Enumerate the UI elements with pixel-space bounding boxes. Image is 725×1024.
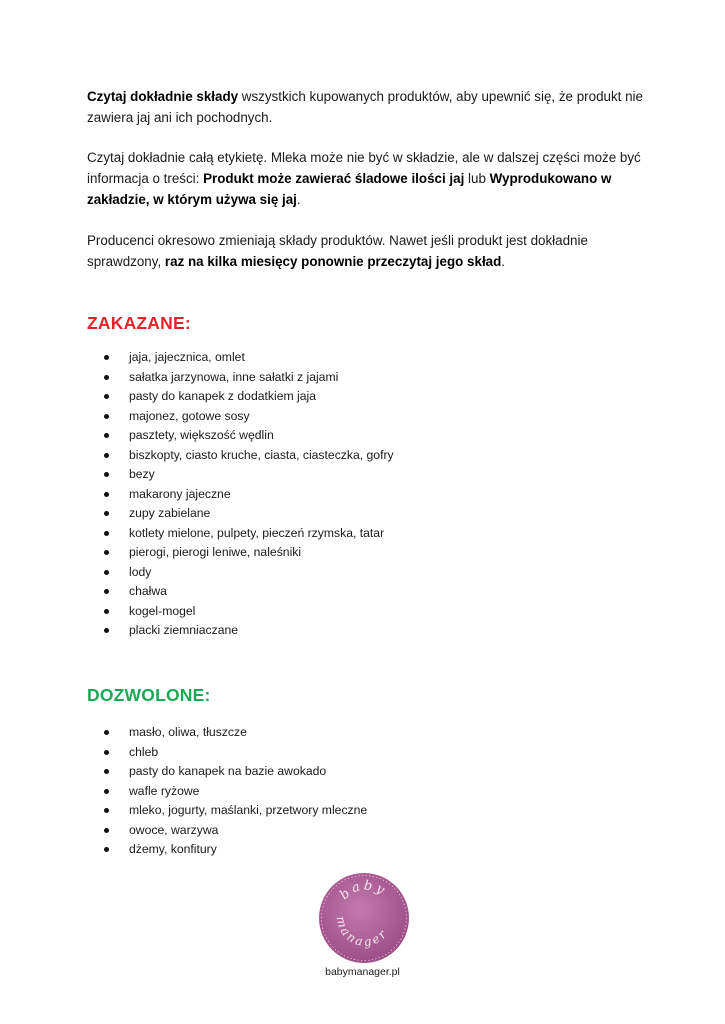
bullet-icon — [104, 847, 109, 852]
bullet-icon — [104, 730, 109, 735]
bullet-icon — [104, 433, 109, 438]
bullet-icon — [104, 531, 109, 536]
bullet-icon — [104, 750, 109, 755]
list-item — [104, 387, 394, 407]
bullet-icon — [104, 789, 109, 794]
bullet-icon — [104, 355, 109, 360]
bullet-icon — [104, 609, 109, 614]
list-item-label: kogel-mogel — [129, 603, 196, 618]
bullet-icon — [104, 511, 109, 516]
list-item — [104, 563, 394, 583]
list-item — [104, 368, 394, 388]
list-item-label: pasty do kanapek z dodatkiem jaja — [129, 389, 316, 403]
bullet-icon — [104, 375, 109, 380]
list-item-label: pasty do kanapek na bazie awokado — [129, 764, 327, 778]
list-item-label: zupy zabielane — [129, 506, 211, 520]
list-item-label: majonez, gotowe sosy — [129, 408, 250, 423]
bullet-icon — [104, 453, 109, 458]
text: wszystkich kupowanych produktów, aby upewnić się, że produkt nie zawiera jaj ani ich pochodnych. — [87, 89, 643, 125]
list-item-label: bezy — [129, 467, 155, 481]
list-item-label: masło, oliwa, tłuszcze — [129, 725, 247, 739]
emphasis: Wyprodukowano w zakładzie, w którym używa się jaj — [87, 171, 612, 207]
bullet-icon — [104, 628, 109, 633]
allowed-list — [104, 723, 367, 860]
list-item-label: sałatka jarzynowa, inne sałatki z jajami — [129, 369, 339, 384]
list-item — [104, 723, 367, 743]
text: . — [296, 192, 301, 207]
intro-paragraph-1 — [87, 86, 647, 128]
list-item — [104, 465, 394, 485]
list-item — [104, 762, 367, 782]
list-item — [104, 504, 394, 524]
list-item-label: chleb — [129, 744, 159, 759]
list-item-label: mleko, jogurty, maślanki, przetwory mleczne — [129, 803, 368, 817]
intro-paragraph-2 — [87, 147, 647, 210]
bullet-icon — [104, 769, 109, 774]
list-item-label: lody — [129, 564, 152, 579]
list-item-label: owoce, warzywa — [129, 822, 219, 837]
list-item — [104, 602, 394, 622]
bullet-icon — [104, 589, 109, 594]
list-item-label: jaja, jajecznica, omlet — [129, 350, 245, 364]
list-item — [104, 621, 394, 641]
text: lub — [464, 171, 490, 186]
logo-text-top: baby — [337, 878, 390, 903]
text: Czytaj dokładnie całą etykietę. Mleka może nie być w składzie, ale w dalszej części może być informacja o treści: — [87, 150, 641, 186]
text: . — [501, 254, 506, 269]
text: Producenci okresowo zmieniają składy produktów. Nawet jeśli produkt jest dokładnie sprawdzony, — [87, 233, 588, 269]
bullet-icon — [104, 808, 109, 813]
list-item — [104, 348, 394, 368]
list-item-label: dżemy, konfitury — [129, 842, 217, 856]
list-item-label: kotlety mielone, pulpety, pieczeń rzymska, tatar — [129, 525, 385, 540]
list-item — [104, 485, 394, 505]
emphasis: Czytaj dokładnie składy — [87, 89, 239, 104]
list-item-label: wafle ryżowe — [129, 783, 200, 798]
bullet-icon — [104, 550, 109, 555]
bullet-icon — [104, 394, 109, 399]
footer-url[interactable]: babymanager.pl — [325, 966, 400, 978]
list-item — [104, 840, 367, 860]
emphasis: raz na kilka miesięcy ponownie przeczytaj jego skład — [164, 254, 502, 269]
list-item — [104, 743, 367, 763]
list-item — [104, 543, 394, 563]
list-item-label: pierogi, pierogi leniwe, naleśniki — [129, 545, 302, 559]
intro-paragraph-3 — [87, 230, 647, 272]
list-item-label: chałwa — [129, 584, 167, 598]
list-item — [104, 446, 394, 466]
list-item — [104, 524, 394, 544]
bullet-icon — [104, 414, 109, 419]
list-item — [104, 782, 367, 802]
bullet-icon — [104, 570, 109, 575]
list-item-label: biszkopty, ciasto kruche, ciasta, ciasteczka, gofry — [129, 447, 394, 462]
forbidden-heading: ZAKAZANE: — [87, 313, 191, 333]
list-item-label: pasztety, większość wędlin — [129, 428, 274, 442]
babymanager-logo-icon — [318, 872, 410, 964]
list-item — [104, 426, 394, 446]
list-item-label: makarony jajeczne — [129, 486, 231, 501]
list-item — [104, 821, 367, 841]
list-item — [104, 407, 394, 427]
forbidden-list — [104, 348, 394, 641]
emphasis: Produkt może zawierać śladowe ilości jaj — [203, 171, 465, 186]
list-item — [104, 801, 367, 821]
logo-text-bottom: manager — [333, 914, 391, 950]
allowed-heading: DOZWOLONE: — [87, 685, 211, 705]
bullet-icon — [104, 828, 109, 833]
bullet-icon — [104, 472, 109, 477]
list-item — [104, 582, 394, 602]
bullet-icon — [104, 492, 109, 497]
list-item-label: placki ziemniaczane — [129, 623, 239, 637]
